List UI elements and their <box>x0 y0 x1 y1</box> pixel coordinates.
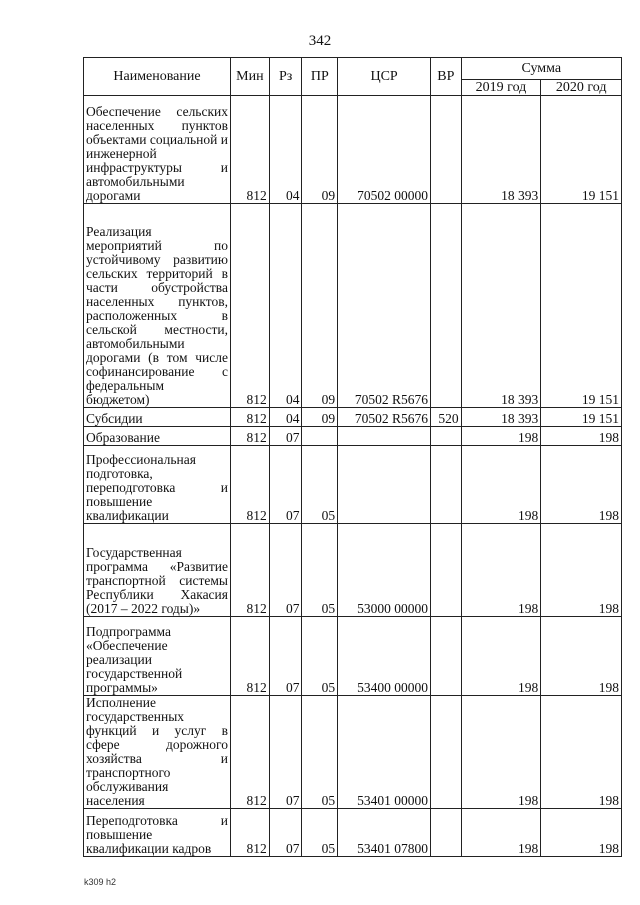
row-vr <box>431 524 462 617</box>
row-sum-2020: 198 <box>541 446 622 524</box>
row-vr <box>431 617 462 696</box>
row-name: Подпрограмма «Обеспечение реализации государственной программы» <box>84 617 231 696</box>
row-min: 812 <box>231 204 270 408</box>
page-number: 342 <box>308 33 332 49</box>
row-rz: 07 <box>269 809 302 857</box>
row-rz: 07 <box>269 446 302 524</box>
row-vr <box>431 204 462 408</box>
header-csr: ЦСР <box>338 58 431 96</box>
row-sum-2020: 198 <box>541 427 622 446</box>
row-rz: 04 <box>269 408 302 427</box>
row-csr: 70502 R5676 <box>338 204 431 408</box>
row-sum-2019: 198 <box>461 696 541 809</box>
row-sum-2019: 198 <box>461 446 541 524</box>
row-sum-2019: 198 <box>461 524 541 617</box>
row-pr: 09 <box>302 204 338 408</box>
row-vr <box>431 446 462 524</box>
row-rz: 04 <box>269 96 302 204</box>
row-pr: 09 <box>302 408 338 427</box>
table-row <box>84 204 622 408</box>
row-rz: 07 <box>269 427 302 446</box>
row-sum-2020: 198 <box>541 617 622 696</box>
table-row <box>84 408 622 427</box>
table-row <box>84 524 622 617</box>
row-csr: 53401 00000 <box>338 696 431 809</box>
document-code: k309 h2 <box>84 877 117 887</box>
row-min: 812 <box>231 696 270 809</box>
table-row <box>84 617 622 696</box>
row-pr: 05 <box>302 524 338 617</box>
row-rz: 07 <box>269 696 302 809</box>
row-min: 812 <box>231 524 270 617</box>
header-rz: Рз <box>269 58 302 96</box>
row-vr <box>431 96 462 204</box>
row-min: 812 <box>231 96 270 204</box>
row-pr: 05 <box>302 446 338 524</box>
header-vr: ВР <box>431 58 462 96</box>
header-year-2020: 2020 год <box>541 80 622 96</box>
row-rz: 07 <box>269 617 302 696</box>
row-sum-2020: 19 151 <box>541 96 622 204</box>
row-name: Обеспечение сельских населенных пунктов объектами социальной и инженерной инфраструктуры и автомобильными дорогами <box>84 96 231 204</box>
row-pr: 05 <box>302 696 338 809</box>
table-row <box>84 696 622 809</box>
row-sum-2020: 198 <box>541 524 622 617</box>
table-row <box>84 446 622 524</box>
row-sum-2019: 18 393 <box>461 96 541 204</box>
row-rz: 04 <box>269 204 302 408</box>
row-min: 812 <box>231 446 270 524</box>
row-csr: 70502 R5676 <box>338 408 431 427</box>
row-csr <box>338 427 431 446</box>
row-sum-2020: 198 <box>541 696 622 809</box>
row-sum-2019: 198 <box>461 809 541 857</box>
row-name: Государственная программа «Развитие транспортной системы Республики Хакасия (2017 – 2022 годы)» <box>84 524 231 617</box>
row-pr: 09 <box>302 96 338 204</box>
row-vr <box>431 696 462 809</box>
header-sum: Сумма <box>461 58 621 80</box>
row-sum-2020: 19 151 <box>541 408 622 427</box>
row-sum-2020: 19 151 <box>541 204 622 408</box>
table-row <box>84 96 622 204</box>
row-name: Исполнение государственных функций и услуг в сфере дорожного хозяйства и транспортного обслуживания населения <box>84 696 231 809</box>
row-rz: 07 <box>269 524 302 617</box>
header-name: Наименование <box>84 58 231 96</box>
row-sum-2019: 18 393 <box>461 204 541 408</box>
header-pr: ПР <box>302 58 338 96</box>
row-sum-2020: 198 <box>541 809 622 857</box>
row-csr <box>338 446 431 524</box>
row-name: Профессиональная подготовка, переподготовка и повышение квалификации <box>84 446 231 524</box>
header-min: Мин <box>231 58 270 96</box>
row-name: Реализация мероприятий по устойчивому развитию сельских территорий в части обустройства населенных пунктов, расположенных в сельской местности, автомобильными дорогами (в том числе софинансирование с федеральным бюджетом) <box>84 204 231 408</box>
row-min: 812 <box>231 617 270 696</box>
row-vr <box>431 809 462 857</box>
row-sum-2019: 18 393 <box>461 408 541 427</box>
row-csr: 70502 00000 <box>338 96 431 204</box>
row-name: Субсидии <box>84 408 231 427</box>
row-min: 812 <box>231 809 270 857</box>
row-pr <box>302 427 338 446</box>
budget-table <box>83 57 622 857</box>
row-name: Переподготовка и повышение квалификации кадров <box>84 809 231 857</box>
row-csr: 53000 00000 <box>338 524 431 617</box>
row-pr: 05 <box>302 617 338 696</box>
table-row <box>84 427 622 446</box>
row-sum-2019: 198 <box>461 617 541 696</box>
row-csr: 53401 07800 <box>338 809 431 857</box>
row-min: 812 <box>231 408 270 427</box>
row-vr <box>431 427 462 446</box>
row-name: Образование <box>84 427 231 446</box>
header-year-2019: 2019 год <box>461 80 541 96</box>
row-pr: 05 <box>302 809 338 857</box>
row-min: 812 <box>231 427 270 446</box>
row-csr: 53400 00000 <box>338 617 431 696</box>
row-vr: 520 <box>431 408 462 427</box>
row-sum-2019: 198 <box>461 427 541 446</box>
table-row <box>84 809 622 857</box>
